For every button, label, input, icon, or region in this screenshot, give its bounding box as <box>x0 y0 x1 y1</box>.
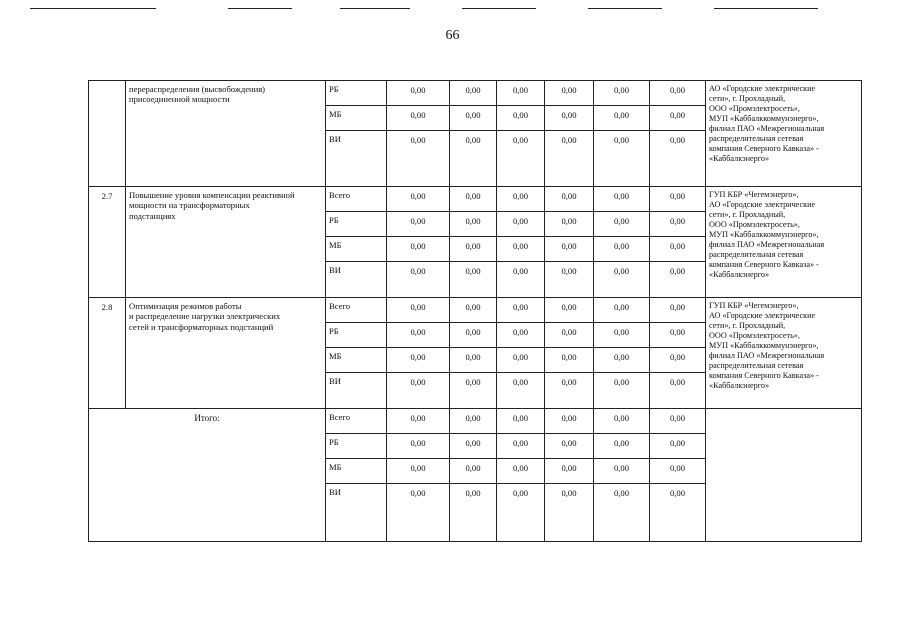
amount-cell: 0,00 <box>387 459 450 484</box>
amount-cell: 0,00 <box>594 187 650 212</box>
item-number: 2.7 <box>89 187 126 298</box>
item-name <box>126 298 326 409</box>
amount-cell: 0,00 <box>387 348 450 373</box>
funding-source: МБ <box>326 106 387 131</box>
amount-cell: 0,00 <box>450 409 497 434</box>
executors <box>706 187 862 298</box>
executor-line: филиал ПАО «Межрегиональная <box>709 351 825 360</box>
amount-cell: 0,00 <box>594 373 650 409</box>
amount-cell: 0,00 <box>545 106 594 131</box>
amount-cell: 0,00 <box>594 106 650 131</box>
top-rule <box>714 8 818 9</box>
executor-line: «Каббалкэнерго» <box>709 154 770 163</box>
amount-cell: 0,00 <box>387 409 450 434</box>
executor-line: ГУП КБР «Чегемэнерго», <box>709 301 799 310</box>
item-name <box>126 187 326 298</box>
amount-cell: 0,00 <box>650 323 706 348</box>
amount-cell: 0,00 <box>450 459 497 484</box>
item-name-line: Оптимизация режимов работы <box>129 301 242 311</box>
executor-line: филиал ПАО «Межрегиональная <box>709 240 825 249</box>
amount-cell: 0,00 <box>387 484 450 542</box>
executor-line: компания Северного Кавказа» - <box>709 260 819 269</box>
amount-cell: 0,00 <box>545 262 594 298</box>
amount-cell: 0,00 <box>497 187 545 212</box>
amount-cell: 0,00 <box>650 106 706 131</box>
amount-cell: 0,00 <box>650 131 706 187</box>
item-name <box>126 81 326 187</box>
amount-cell: 0,00 <box>650 298 706 323</box>
executor-line: МУП «Каббалккоммунэнерго», <box>709 341 819 350</box>
executor-line: «Каббалкэнерго» <box>709 270 770 279</box>
amount-cell: 0,00 <box>387 434 450 459</box>
amount-cell: 0,00 <box>594 262 650 298</box>
amount-cell: 0,00 <box>545 81 594 106</box>
executor-line: компания Северного Кавказа» - <box>709 371 819 380</box>
amount-cell: 0,00 <box>450 434 497 459</box>
amount-cell: 0,00 <box>545 373 594 409</box>
amount-cell: 0,00 <box>450 373 497 409</box>
amount-cell: 0,00 <box>450 237 497 262</box>
executors <box>706 298 862 409</box>
top-rule <box>588 8 662 9</box>
amount-cell: 0,00 <box>650 81 706 106</box>
amount-cell: 0,00 <box>545 298 594 323</box>
item-name-line: мощности на трансформаторных <box>129 200 250 211</box>
funding-source: ВИ <box>326 262 387 298</box>
funding-source: МБ <box>326 348 387 373</box>
executor-line: сети», г. Прохладный, <box>709 210 786 219</box>
amount-cell: 0,00 <box>594 459 650 484</box>
program-funding-table <box>88 80 862 542</box>
funding-source: ВИ <box>326 484 387 542</box>
executor-line: МУП «Каббалккоммунэнерго», <box>709 114 819 123</box>
total-label: Итого: <box>89 409 326 542</box>
amount-cell: 0,00 <box>450 81 497 106</box>
executor-line: сети», г. Прохладный, <box>709 94 786 103</box>
amount-cell: 0,00 <box>594 237 650 262</box>
amount-cell: 0,00 <box>387 298 450 323</box>
amount-cell: 0,00 <box>650 373 706 409</box>
executor-line: АО «Городские электрические <box>709 84 816 93</box>
amount-cell: 0,00 <box>450 212 497 237</box>
amount-cell: 0,00 <box>387 131 450 187</box>
amount-cell: 0,00 <box>497 484 545 542</box>
amount-cell: 0,00 <box>387 187 450 212</box>
top-rule <box>340 8 410 9</box>
amount-cell: 0,00 <box>450 262 497 298</box>
amount-cell: 0,00 <box>594 131 650 187</box>
amount-cell: 0,00 <box>594 409 650 434</box>
amount-cell: 0,00 <box>450 106 497 131</box>
amount-cell: 0,00 <box>594 348 650 373</box>
amount-cell: 0,00 <box>594 81 650 106</box>
funding-source: МБ <box>326 459 387 484</box>
amount-cell: 0,00 <box>387 373 450 409</box>
executor-line: распределительная сетевая <box>709 361 804 370</box>
amount-cell: 0,00 <box>497 131 545 187</box>
amount-cell: 0,00 <box>497 373 545 409</box>
amount-cell: 0,00 <box>497 409 545 434</box>
amount-cell: 0,00 <box>387 237 450 262</box>
amount-cell: 0,00 <box>450 323 497 348</box>
amount-cell: 0,00 <box>450 187 497 212</box>
executor-line: компания Северного Кавказа» - <box>709 144 819 153</box>
amount-cell: 0,00 <box>545 131 594 187</box>
amount-cell: 0,00 <box>450 484 497 542</box>
table-row <box>89 298 862 323</box>
table-row <box>89 187 862 212</box>
amount-cell: 0,00 <box>594 298 650 323</box>
amount-cell: 0,00 <box>387 106 450 131</box>
amount-cell: 0,00 <box>650 459 706 484</box>
amount-cell: 0,00 <box>387 262 450 298</box>
amount-cell: 0,00 <box>497 459 545 484</box>
amount-cell: 0,00 <box>650 409 706 434</box>
funding-source: РБ <box>326 323 387 348</box>
amount-cell: 0,00 <box>497 348 545 373</box>
executor-line: распределительная сетевая <box>709 134 804 143</box>
amount-cell: 0,00 <box>650 212 706 237</box>
amount-cell: 0,00 <box>387 81 450 106</box>
item-name-line: перераспределения (высвобождения) <box>129 84 266 94</box>
amount-cell: 0,00 <box>545 237 594 262</box>
amount-cell: 0,00 <box>497 81 545 106</box>
amount-cell: 0,00 <box>545 348 594 373</box>
executor-line: МУП «Каббалккоммунэнерго», <box>709 230 819 239</box>
amount-cell: 0,00 <box>650 348 706 373</box>
item-name-line: присоединенной мощности <box>129 94 230 105</box>
amount-cell: 0,00 <box>545 212 594 237</box>
funding-source: Всего <box>326 298 387 323</box>
table-row <box>89 409 862 434</box>
executor-line: ООО «Промэлектросеть», <box>709 104 800 113</box>
amount-cell: 0,00 <box>387 212 450 237</box>
amount-cell: 0,00 <box>497 212 545 237</box>
amount-cell: 0,00 <box>497 434 545 459</box>
amount-cell: 0,00 <box>594 434 650 459</box>
funding-source: РБ <box>326 81 387 106</box>
executor-line: сети», г. Прохладный, <box>709 321 786 330</box>
executor-line: ООО «Промэлектросеть», <box>709 331 800 340</box>
top-rule <box>228 8 292 9</box>
amount-cell: 0,00 <box>450 298 497 323</box>
amount-cell: 0,00 <box>594 484 650 542</box>
item-number <box>89 81 126 187</box>
amount-cell: 0,00 <box>594 323 650 348</box>
amount-cell: 0,00 <box>545 459 594 484</box>
item-number: 2.8 <box>89 298 126 409</box>
amount-cell: 0,00 <box>650 262 706 298</box>
amount-cell: 0,00 <box>450 131 497 187</box>
amount-cell: 0,00 <box>497 298 545 323</box>
executor-line: «Каббалкэнерго» <box>709 381 770 390</box>
amount-cell: 0,00 <box>650 237 706 262</box>
executors <box>706 409 862 542</box>
item-name-line: сетей и трансформаторных подстанций <box>129 321 274 332</box>
top-rule <box>462 8 536 9</box>
amount-cell: 0,00 <box>497 106 545 131</box>
amount-cell: 0,00 <box>545 434 594 459</box>
funding-source: Всего <box>326 409 387 434</box>
table-row <box>89 81 862 106</box>
executor-line: ГУП КБР «Чегемэнерго», <box>709 190 799 199</box>
funding-source: МБ <box>326 237 387 262</box>
amount-cell: 0,00 <box>545 187 594 212</box>
page-number: 66 <box>445 28 460 43</box>
funding-source: ВИ <box>326 373 387 409</box>
item-name-line: и распределение нагрузки электрических <box>129 311 281 322</box>
amount-cell: 0,00 <box>387 323 450 348</box>
amount-cell: 0,00 <box>545 484 594 542</box>
amount-cell: 0,00 <box>650 187 706 212</box>
amount-cell: 0,00 <box>650 434 706 459</box>
executor-line: ООО «Промэлектросеть», <box>709 220 800 229</box>
amount-cell: 0,00 <box>545 409 594 434</box>
funding-source: ВИ <box>326 131 387 187</box>
amount-cell: 0,00 <box>650 484 706 542</box>
executor-line: распределительная сетевая <box>709 250 804 259</box>
executors <box>706 81 862 187</box>
amount-cell: 0,00 <box>450 348 497 373</box>
executor-line: АО «Городские электрические <box>709 200 816 209</box>
executor-line: филиал ПАО «Межрегиональная <box>709 124 825 133</box>
executor-line: АО «Городские электрические <box>709 311 816 320</box>
funding-source: Всего <box>326 187 387 212</box>
amount-cell: 0,00 <box>497 323 545 348</box>
funding-source: РБ <box>326 212 387 237</box>
item-name-line: Повышение уровня компенсации реактивной <box>129 190 295 200</box>
amount-cell: 0,00 <box>545 323 594 348</box>
amount-cell: 0,00 <box>497 237 545 262</box>
amount-cell: 0,00 <box>594 212 650 237</box>
item-name-line: подстанциях <box>129 210 176 221</box>
top-rule <box>30 8 156 9</box>
amount-cell: 0,00 <box>497 262 545 298</box>
funding-source: РБ <box>326 434 387 459</box>
